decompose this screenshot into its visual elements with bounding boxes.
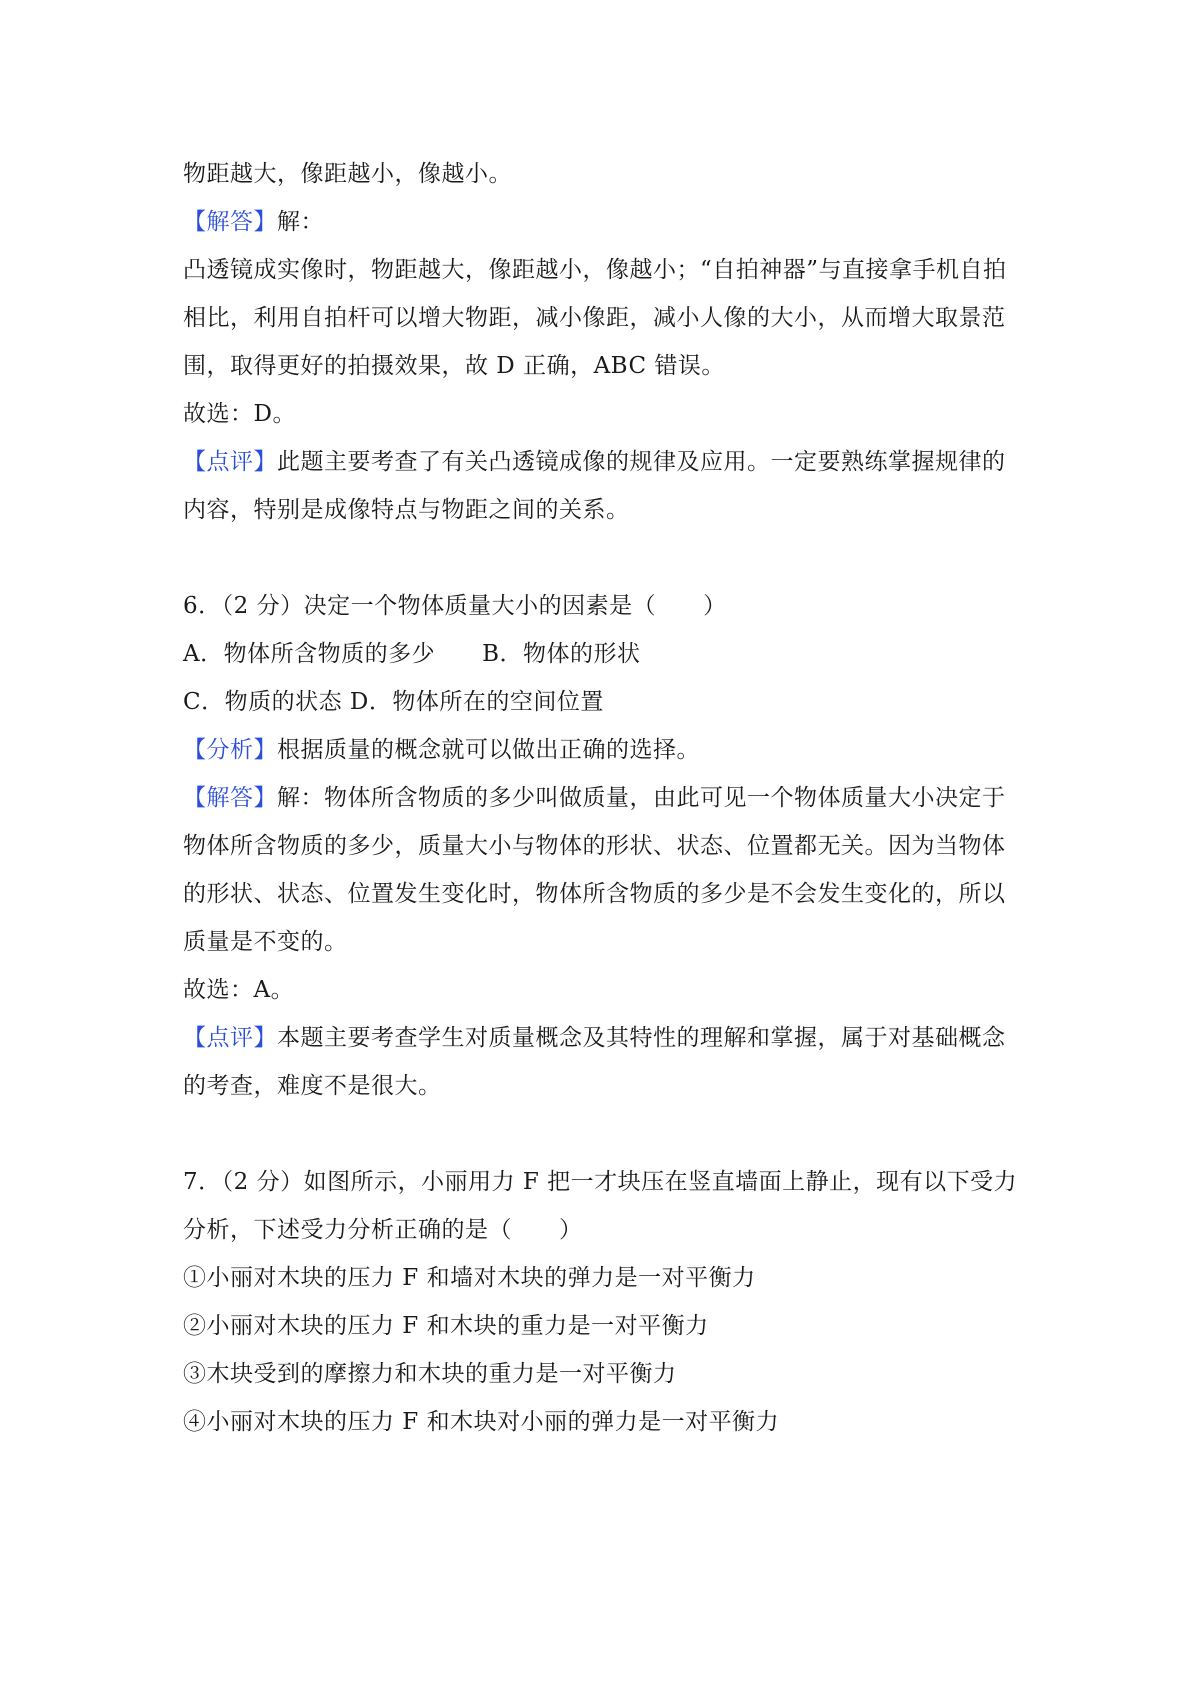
q7-statement-1: ①小丽对木块的压力 F 和墙对木块的弹力是一对平衡力 (183, 1265, 756, 1291)
q6-comment (183, 1014, 1043, 1062)
prev-comment (183, 438, 1043, 486)
q6-options-cd: C．物质的状态 D．物体所在的空间位置 (183, 689, 604, 715)
q6-answer (183, 774, 1043, 822)
prev-answer-line: 凸透镜成实像时，物距越大，像距越小，像越小；“自拍神器”与直接拿手机自拍 (183, 257, 1007, 283)
q7-statement-3: ③木块受到的摩擦力和木块的重力是一对平衡力 (183, 1361, 677, 1387)
q6-options-ab: A．物体所含物质的多少 B．物体的形状 (183, 641, 641, 667)
comment-tag: 【点评】 (183, 1025, 277, 1051)
q7-stem: 7．（2 分）如图所示，小丽用力 F 把一才块压在竖直墙面上静止，现有以下受力 (183, 1169, 1018, 1195)
answer-tag: 【解答】 (183, 209, 277, 235)
prev-analysis-tail: 物距越大，像距越小，像越小。 (183, 161, 512, 187)
document-page (183, 150, 1043, 1446)
q6-comment-line: 的考查，难度不是很大。 (183, 1073, 442, 1099)
analysis-text: 根据质量的概念就可以做出正确的选择。 (277, 737, 700, 763)
answer-intro: 解： (277, 209, 324, 235)
q6-answer-line: 的形状、状态、位置发生变化时，物体所含物质的多少是不会发生变化的，所以 (183, 881, 1006, 907)
comment-text: 此题主要考查了有关凸透镜成像的规律及应用。一定要熟练掌握规律的 (277, 449, 1006, 475)
answer-tag: 【解答】 (183, 785, 277, 811)
prev-answer-heading (183, 198, 1043, 246)
q7-stem-line: 分析，下述受力分析正确的是（ ） (183, 1217, 583, 1243)
prev-answer-line: 围，取得更好的拍摄效果，故 D 正确，ABC 错误。 (183, 353, 725, 379)
q7-statement-2: ②小丽对木块的压力 F 和木块的重力是一对平衡力 (183, 1313, 709, 1339)
prev-comment-line: 内容，特别是成像特点与物距之间的关系。 (183, 497, 630, 523)
spacer (183, 1110, 1043, 1158)
spacer (183, 534, 1043, 582)
prev-answer-line: 相比，利用自拍杆可以增大物距，减小像距，减小人像的大小，从而增大取景范 (183, 305, 1006, 331)
analysis-tag: 【分析】 (183, 737, 277, 763)
comment-text: 本题主要考查学生对质量概念及其特性的理解和掌握，属于对基础概念 (277, 1025, 1006, 1051)
q6-stem: 6．（2 分）决定一个物体质量大小的因素是（ ） (183, 593, 727, 619)
q6-analysis (183, 726, 1043, 774)
q6-answer-line: 物体所含物质的多少，质量大小与物体的形状、状态、位置都无关。因为当物体 (183, 833, 1006, 859)
q6-choice: 故选：A。 (183, 977, 295, 1003)
prev-choice: 故选：D。 (183, 401, 296, 427)
comment-tag: 【点评】 (183, 449, 277, 475)
answer-text: 解：物体所含物质的多少叫做质量，由此可见一个物体质量大小决定于 (277, 785, 1006, 811)
q6-answer-line: 质量是不变的。 (183, 929, 348, 955)
q7-statement-4: ④小丽对木块的压力 F 和木块对小丽的弹力是一对平衡力 (183, 1409, 780, 1435)
